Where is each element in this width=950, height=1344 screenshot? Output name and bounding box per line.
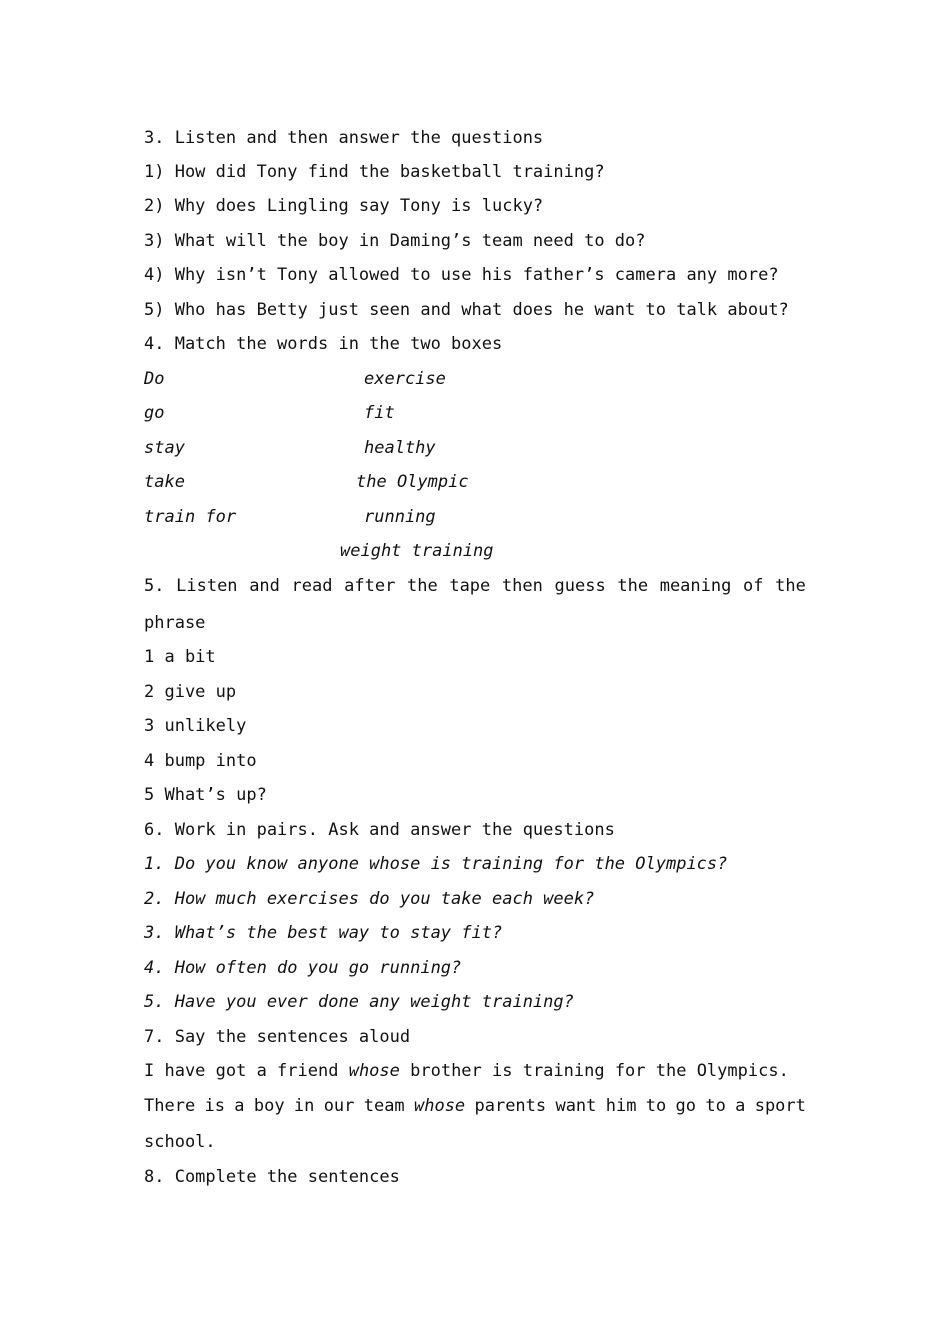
match-right-2: fit [364, 403, 395, 423]
match-left-5: train for [144, 507, 237, 527]
match-right-5: running [364, 507, 436, 527]
heading-word: after [344, 576, 396, 596]
sentence-word: There [144, 1096, 196, 1116]
phrase-2: 2 give up [144, 682, 237, 702]
question-3-2: 2) Why does Lingling say Tony is lucky? [144, 196, 544, 216]
section-7-heading: 7. Say the sentences aloud [144, 1027, 411, 1047]
section-3-heading: 3. Listen and then answer the questions [144, 128, 544, 148]
question-3-4: 4) Why isn’t Tony allowed to use his father’s camera any more? [144, 265, 779, 285]
question-6-3: 3. What’s the best way to stay fit? [144, 923, 503, 943]
heading-word: meaning [659, 576, 732, 596]
question-6-4: 4. How often do you go running? [144, 958, 462, 978]
phrase-4: 4 bump into [144, 751, 257, 771]
heading-word: the [617, 576, 649, 596]
sentence-word: parents [474, 1096, 547, 1116]
sentence-1-keyword: whose [348, 1061, 400, 1081]
sentence-word: is [204, 1096, 225, 1116]
sentence-word: team [363, 1096, 405, 1116]
sentence-word: him [605, 1096, 637, 1116]
sentence-word: go [675, 1096, 697, 1116]
sentence-word: a [735, 1096, 746, 1116]
heading-word: the [775, 576, 806, 596]
question-3-3: 3) What will the boy in Daming’s team need to do? [144, 231, 646, 251]
match-left-1: Do [144, 369, 165, 389]
sentence-word: boy [253, 1096, 285, 1116]
question-6-1: 1. Do you know anyone whose is training for the Olympics? [144, 854, 728, 874]
sentence-word-keyword: whose [413, 1096, 466, 1116]
match-right-3: healthy [364, 438, 436, 458]
match-left-4: take [144, 472, 185, 492]
sentence-word: to [645, 1096, 667, 1116]
sentence-word: to [705, 1096, 726, 1116]
heading-word: tape [449, 576, 491, 596]
question-6-5: 5. Have you ever done any weight training? [144, 992, 574, 1012]
match-right-1: exercise [364, 369, 446, 389]
heading-word: and [249, 576, 280, 596]
heading-word: then [501, 576, 543, 596]
sentence-2 [144, 1095, 806, 1117]
heading-word: 5. [144, 576, 165, 596]
sentence-2-cont: school. [144, 1132, 216, 1152]
sentence-1-post: brother is training for the Olympics. [399, 1061, 789, 1081]
section-5-heading [144, 575, 806, 597]
match-right-6: weight training [340, 541, 494, 561]
heading-word: Listen [176, 576, 238, 596]
phrase-5: 5 What’s up? [144, 785, 267, 805]
sentence-word: in [293, 1096, 315, 1116]
heading-word: read [291, 576, 333, 596]
heading-word: the [406, 576, 438, 596]
sentence-word: a [234, 1096, 245, 1116]
match-left-3: stay [144, 438, 185, 458]
match-left-2: go [144, 403, 165, 423]
sentence-word: want [555, 1096, 597, 1116]
section-5-heading-cont: phrase [144, 613, 206, 633]
heading-word: of [743, 576, 764, 596]
section-8-heading: 8. Complete the sentences [144, 1167, 400, 1187]
question-6-2: 2. How much exercises do you take each week? [144, 889, 595, 909]
question-3-5: 5) Who has Betty just seen and what does he want to talk about? [144, 300, 789, 320]
question-3-1: 1) How did Tony find the basketball training? [144, 162, 605, 182]
section-6-heading: 6. Work in pairs. Ask and answer the questions [144, 820, 615, 840]
heading-word: guess [554, 576, 606, 596]
phrase-3: 3 unlikely [144, 716, 247, 736]
phrase-1: 1 a bit [144, 647, 216, 667]
section-4-heading: 4. Match the words in the two boxes [144, 334, 503, 354]
sentence-word: our [323, 1096, 355, 1116]
sentence-1-pre: I have got a friend [144, 1061, 349, 1081]
sentence-word: sport [754, 1096, 806, 1116]
match-right-4: the Olympic [356, 472, 469, 492]
sentence-1 [144, 1060, 789, 1082]
